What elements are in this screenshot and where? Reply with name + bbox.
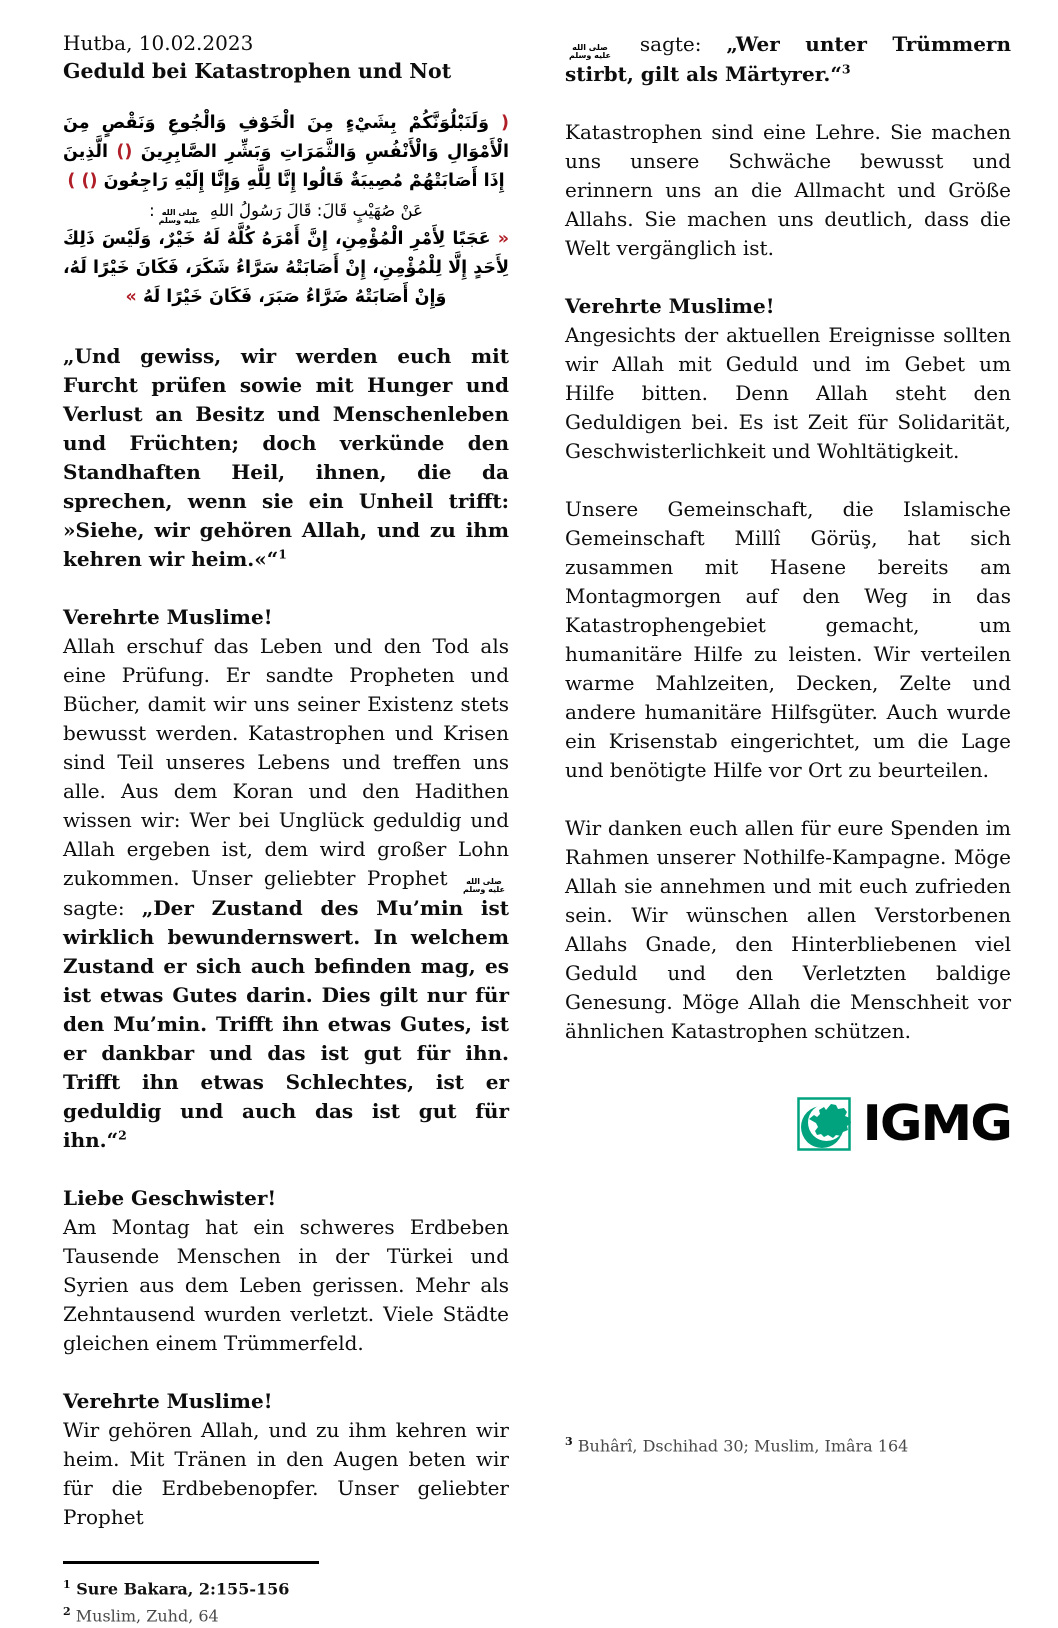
footnote-divider [63,1561,319,1564]
right-column [565,30,1011,1481]
igmg-wordmark: IGMG [862,1095,1011,1153]
saws-ligature-icon: صلى الله عليه وسلم [569,43,612,60]
martyr-quote-text: „Wer unter Trümmern stirbt, gilt als Märtyrer.“ [565,32,1011,86]
hadith-isnad-arabic [63,196,509,225]
section-heading-verehrte-muslime-2: Verehrte Muslime! [63,1389,273,1413]
footnote-ref-2: 2 [118,1127,127,1143]
left-column [63,30,510,1626]
ayah-marker: () [81,171,98,191]
ornate-bracket-close: ) [67,171,76,191]
quran-translation-text: „Und gewiss, wir werden euch mit Furcht prüfen sowie mit Hunger und Verlust an Besitz und Menschenleben und Früchten; doch verkünde den Standhaften Heil, ihnen, die da sprechen, wenn sie ein Unheil trifft: »Siehe, wir gehören Allah, und zu ihm kehren wir heim.«“ [63,344,509,571]
footnotes-left [63,1561,509,1628]
ornate-bracket-open: ( [501,113,509,133]
footnote-3: $^3$ Buhârî, Dschihad 30; Muslim, Imâra 164 [565,1434,909,1455]
guillemet-open: « [497,229,509,249]
footnote-1: $^1$ Sure Bakara, 2:155-156 [63,1578,290,1599]
paragraph-katastrophen-lehre: Katastrophen sind eine Lehre. Sie machen uns unsere Schwäche bewusst und erinnern uns an die Allmacht und Größe Allahs. Sie machen uns deutlich, dass die Welt vergänglich ist. [565,120,1011,260]
date-line: Hutba, 10.02.2023 [63,31,254,55]
verse-text-1: وَلَنَبْلُوَنَّكُمْ بِشَيْءٍ مِنَ الْخَوْفِ وَالْجُوعِ وَنَقْصٍ مِنَ الْأَمْوَالِ وَالْأَنْفُسِ وَالثَّمَرَاتِ وَبَشِّرِ الصَّابِرِينَ [63,113,510,162]
hadith-translation-german: „Der Zustand des Mu’min ist wirklich bewundernswert. In welchem Zustand er sich auch befinden mag, es ist etwas Gutes darin. Dies gilt nur für den Mu’min. Trifft ihn etwas Gutes, ist er dankbar und das ist gut für ihn. Trifft ihn etwas Schlechtes, ist er geduldig und auch das ist gut für ihn.“ [63,896,510,1152]
paragraph-maertyrer [565,30,1011,89]
paragraph-text: sagte: [639,32,702,56]
page-title: Geduld bei Katastrophen und Not [63,59,452,83]
section-heading-liebe-geschwister: Liebe Geschwister! [63,1186,277,1210]
section-heading-verehrte-muslime-1: Verehrte Muslime! [63,605,273,629]
paragraph-text: Allah erschuf das Leben und den Tod als eine Prüfung. Er sandte Propheten und Bücher, damit wir uns seiner Existenz stets bewusst werden. Katastrophen und Krisen sind Teil unseres Lebens und treffen uns alle. Aus dem Koran und den Hadithen wissen wir: Wer bei Unglück geduldig und Allah ergeben ist, dem wird großer Lohn zukommen. Unser geliebter Prophet [63,634,509,890]
isnad-colon: : [149,201,155,220]
quran-verse-arabic [63,109,509,196]
section-heading-verehrte-muslime-3: Verehrte Muslime! [565,294,775,318]
footnote-ref-3: 3 [841,61,851,77]
hadith-text-arabic [63,225,509,312]
paragraph-wir-gehoeren-allah: Wir gehören Allah, und zu ihm kehren wir heim. Mit Tränen in den Augen beten wir für die Erdbebenopfer. Unser geliebter Prophet [63,1418,509,1529]
isnad-text: عَنْ صُهَيْبٍ قَالَ: قَالَ رَسُولُ اللهِ [209,201,423,220]
igmg-logo-icon [797,1097,851,1151]
saws-ligature-icon: صلى الله عليه وسلم [463,877,506,894]
igmg-logo [565,1097,1011,1151]
footnote-2: $^2$ Muslim, Zuhd, 64 [63,1605,219,1626]
verse-text-2: الَّذِينَ إِذَا أَصَابَتْهُمْ مُصِيبَةٌ قَالُوا إِنَّا لِلَّهِ وَإِنَّا إِلَيْهِ رَاجِعُونَ [63,142,505,191]
hadith-text: عَجَبًا لِأَمْرِ الْمُؤْمِنِ، إِنَّ أَمْرَهُ كُلَّهُ لَهُ خَيْرٌ، وَلَيْسَ ذَلِكَ لِأَحَدٍ إِلَّا لِلْمُؤْمِنِ، إِنْ أَصَابَتْهُ سَرَّاءُ شَكَرَ، فَكَانَ خَيْرًا لَهُ، وَإِنْ أَصَابَتْهُ ضَرَّاءُ صَبَرَ، فَكَانَ خَيْرًا لَهُ [63,229,509,307]
paragraph-text: sagte: [63,896,125,920]
guillemet-close: » [125,287,137,307]
paragraph-erdbeben: Am Montag hat ein schweres Erdbeben Tausende Menschen in der Türkei und Syrien aus dem Leben gerissen. Mehr als Zehntausend wurden verletzt. Viele Städte gleichen einem Trümmerfeld. [63,1215,509,1355]
paragraph-allah-erschuf [63,632,509,1155]
quran-translation-german [63,342,509,574]
footnotes-right [565,1430,1011,1481]
paragraph-gemeinschaft: Unsere Gemeinschaft, die Islamische Gemeinschaft Millî Görüş, hat sich zusammen mit Hasene bereits am Montagmorgen auf den Weg in das Katastrophengebiet gemacht, um humanitäre Hilfe zu leisten. Wir verteilen warme Mahlzeiten, Decken, Zelte und andere humanitäre Hilfsgüter. Auch wurde ein Krisenstab eingerichtet, um die Lage und benötigte Hilfe vor Ort zu beurteilen. [565,497,1011,782]
footnote-ref-1: 1 [278,546,287,562]
saws-ligature-icon: صلى الله عليه وسلم [158,208,201,225]
paragraph-angesichts: Angesichts der aktuellen Ereignisse sollten wir Allah mit Geduld und im Gebet um Hilfe bitten. Denn Allah steht den Geduldigen bei. Es ist Zeit für Solidarität, Geschwisterlichkeit und Wohltätigkeit. [565,323,1011,463]
paragraph-spenden: Wir danken euch allen für eure Spenden im Rahmen unserer Nothilfe-Kampagne. Möge Allah sie annehmen und mit euch zufrieden sein. Wir wünschen allen Verstorbenen Allahs Gnade, den Hinterbliebenen viel Geduld und den Verletzten baldige Genesung. Möge Allah die Menschheit vor ähnlichen Katastrophen schützen. [565,816,1011,1043]
ayah-marker: () [116,142,133,162]
